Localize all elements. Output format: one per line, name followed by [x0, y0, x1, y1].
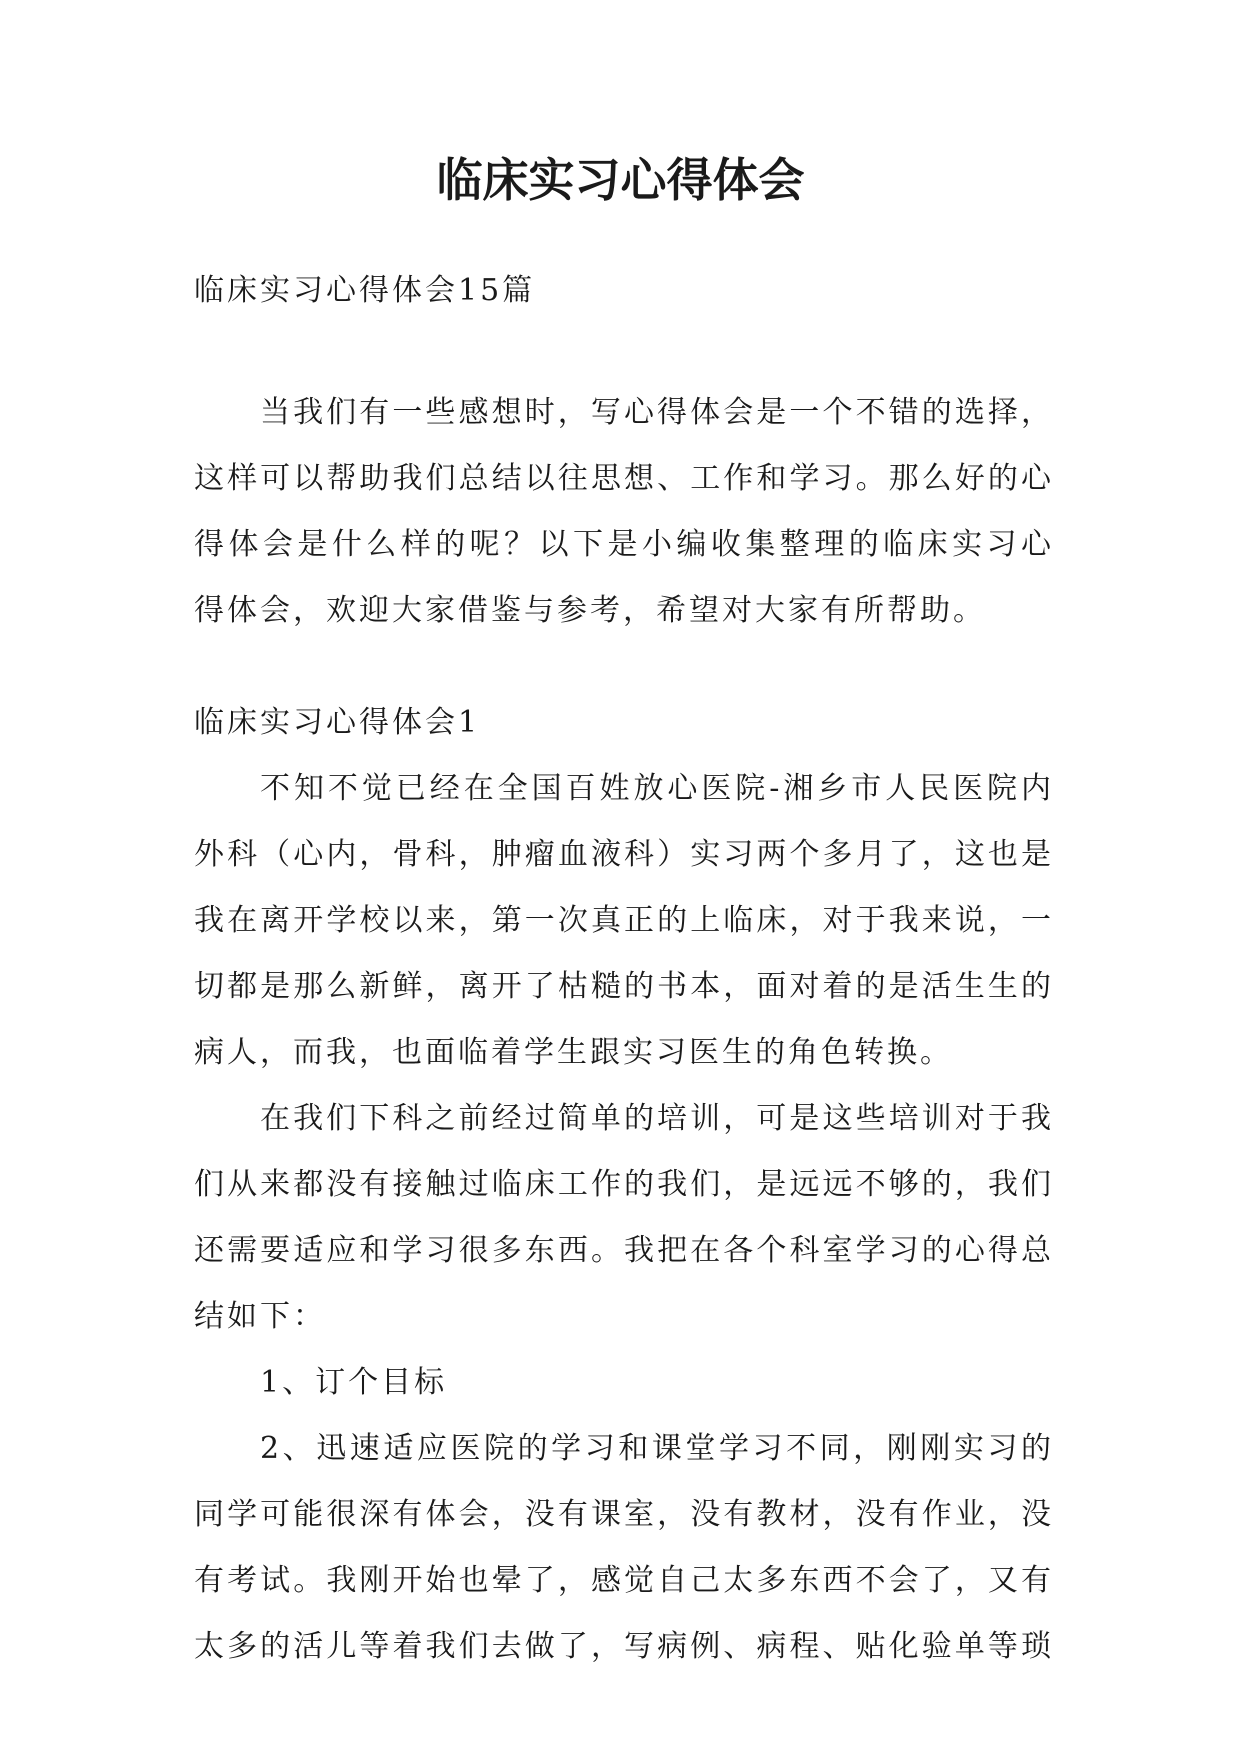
paragraph-line: 同学可能很深有体会，没有课室，没有教材，没有作业，没 [194, 1497, 1054, 1532]
paragraph-line: 切都是那么新鲜，离开了枯糙的书本，面对着的是活生生的 [194, 969, 1054, 1004]
body-paragraph-3 [194, 1416, 1054, 1680]
document-body [194, 258, 1054, 1680]
list-item-1: 1、订个目标 [260, 1365, 448, 1400]
document-subtitle: 临床实习心得体会15篇 [194, 273, 536, 308]
paragraph-line: 2、迅速适应医院的学习和课堂学习不同，刚刚实习的 [260, 1431, 1054, 1466]
paragraph-line: 当我们有一些感想时，写心得体会是一个不错的选择， [260, 395, 1054, 430]
paragraph-line: 这样可以帮助我们总结以往思想、工作和学习。那么好的心 [194, 461, 1054, 496]
paragraph-line: 不知不觉已经在全国百姓放心医院-湘乡市人民医院内 [260, 771, 1054, 806]
paragraph-line: 们从来都没有接触过临床工作的我们，是远远不够的，我们 [194, 1167, 1054, 1202]
paragraph-line: 有考试。我刚开始也晕了，感觉自己太多东西不会了，又有 [194, 1563, 1054, 1598]
paragraph-line: 还需要适应和学习很多东西。我把在各个科室学习的心得总 [194, 1233, 1054, 1268]
body-paragraph-2 [194, 1086, 1054, 1350]
section-heading: 临床实习心得体会1 [194, 705, 481, 740]
paragraph-line: 得体会是什么样的呢？以下是小编收集整理的临床实习心 [194, 527, 1054, 562]
intro-paragraph [194, 380, 1054, 644]
paragraph-line: 外科（心内，骨科，肿瘤血液科）实习两个多月了，这也是 [194, 837, 1054, 872]
paragraph-line: 在我们下科之前经过简单的培训，可是这些培训对于我 [260, 1101, 1054, 1136]
paragraph-line: 病人，而我，也面临着学生跟实习医生的角色转换。 [194, 1035, 953, 1070]
paragraph-line: 得体会，欢迎大家借鉴与参考，希望对大家有所帮助。 [194, 593, 986, 628]
document-title: 临床实习心得体会 [436, 153, 805, 207]
paragraph-line: 我在离开学校以来，第一次真正的上临床，对于我来说，一 [194, 903, 1054, 938]
body-paragraph-1 [194, 756, 1054, 1086]
paragraph-line: 结如下： [194, 1299, 326, 1334]
paragraph-line: 太多的活儿等着我们去做了，写病例、病程、贴化验单等琐 [194, 1629, 1054, 1664]
